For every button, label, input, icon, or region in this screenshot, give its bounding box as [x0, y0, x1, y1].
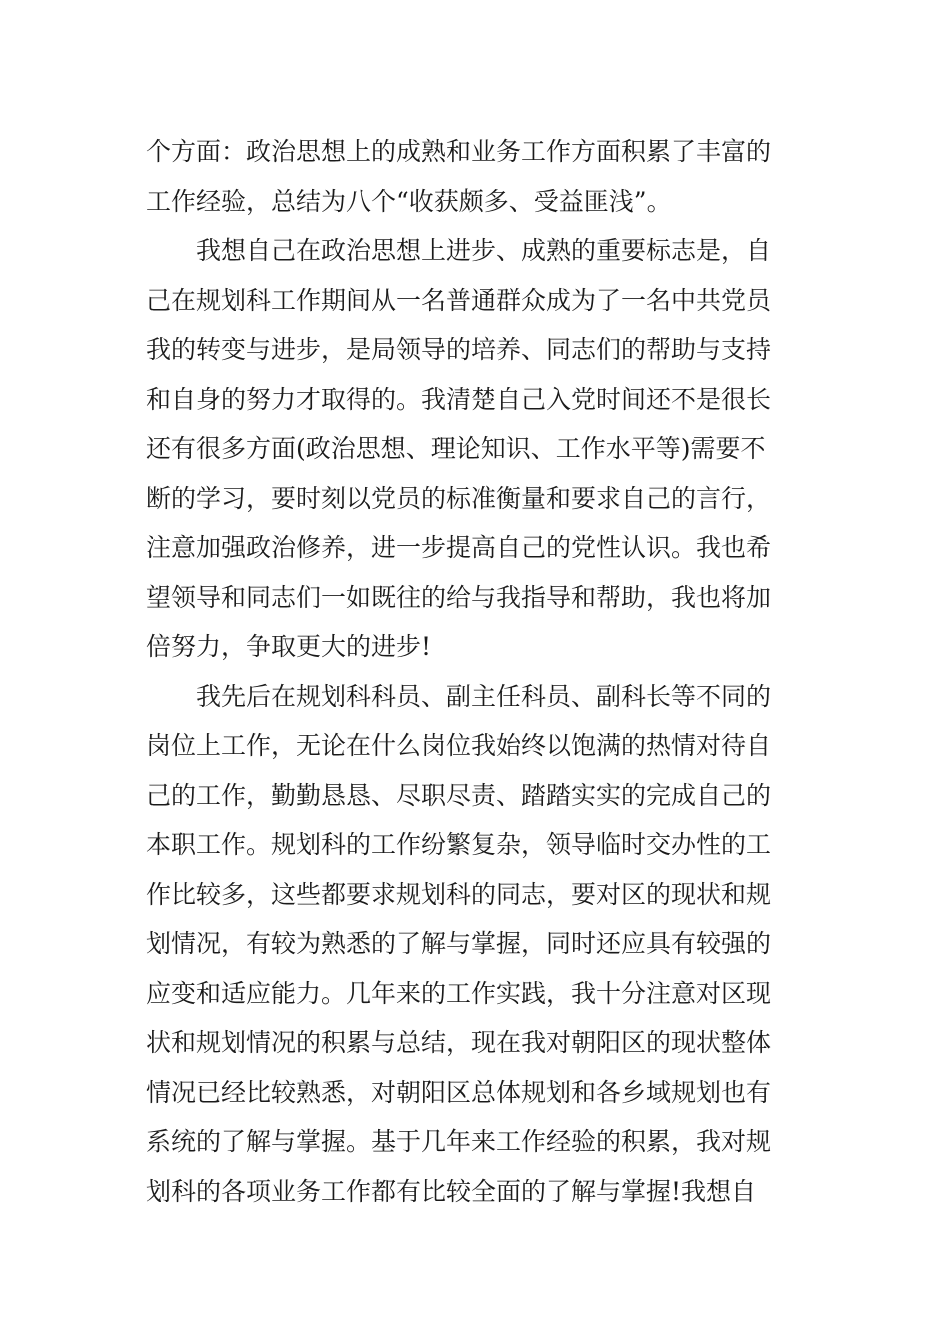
text-line: 己在规划科工作期间从一名普通群众成为了一名中共党员 [146, 285, 772, 315]
body-text [146, 127, 786, 1216]
text-line: 个方面：政治思想上的成熟和业务工作方面积累了丰富的 [146, 137, 772, 166]
text-line: 应变和适应能力。几年来的工作实践，我十分注意对区现 [146, 978, 772, 1008]
text-line: 岗位上工作，无论在什么岗位我始终以饱满的热情对待自 [146, 731, 772, 760]
text-line: 状和规划情况的积累与总结，现在我对朝阳区的现状整体 [146, 1028, 772, 1057]
text-line: 划情况，有较为熟悉的了解与掌握，同时还应具有较强的 [146, 929, 772, 958]
paragraph-first-line: 我先后在规划科科员、副主任科员、副科长等不同的 [196, 681, 772, 711]
text-line: 作比较多，这些都要求规划科的同志，要对区的现状和规 [146, 879, 772, 909]
text-line: 望领导和同志们一如既往的给与我指导和帮助，我也将加 [146, 582, 772, 612]
paragraph-first-line: 我想自己在政治思想上进步、成熟的重要标志是，自 [196, 236, 772, 265]
text-line: 还有很多方面(政治思想、理论知识、工作水平等)需要不 [146, 434, 766, 463]
text-line: 注意加强政治修养，进一步提高自己的党性认识。我也希 [146, 533, 772, 562]
paragraph-end-line: 倍努力，争取更大的进步! [146, 632, 432, 661]
text-line: 断的学习，要时刻以党员的标准衡量和要求自己的言行， [146, 483, 772, 513]
text-line: 系统的了解与掌握。基于几年来工作经验的积累，我对规 [146, 1127, 772, 1156]
text-line: 情况已经比较熟悉，对朝阳区总体规划和各乡域规划也有 [146, 1077, 772, 1107]
text-line: 划科的各项业务工作都有比较全面的了解与掌握!我想自 [146, 1176, 757, 1206]
text-line: 和自身的努力才取得的。我清楚自己入党时间还不是很长 [146, 384, 772, 414]
text-line: 我的转变与进步，是局领导的培养、同志们的帮助与支持 [146, 335, 772, 364]
text-line: 己的工作，勤勤恳恳、尽职尽责、踏踏实实的完成自己的 [146, 780, 772, 810]
paragraph-end-line: 工作经验，总结为八个“收获颇多、受益匪浅”。 [146, 186, 672, 216]
text-line: 本职工作。规划科的工作纷繁复杂，领导临时交办性的工 [146, 830, 772, 859]
